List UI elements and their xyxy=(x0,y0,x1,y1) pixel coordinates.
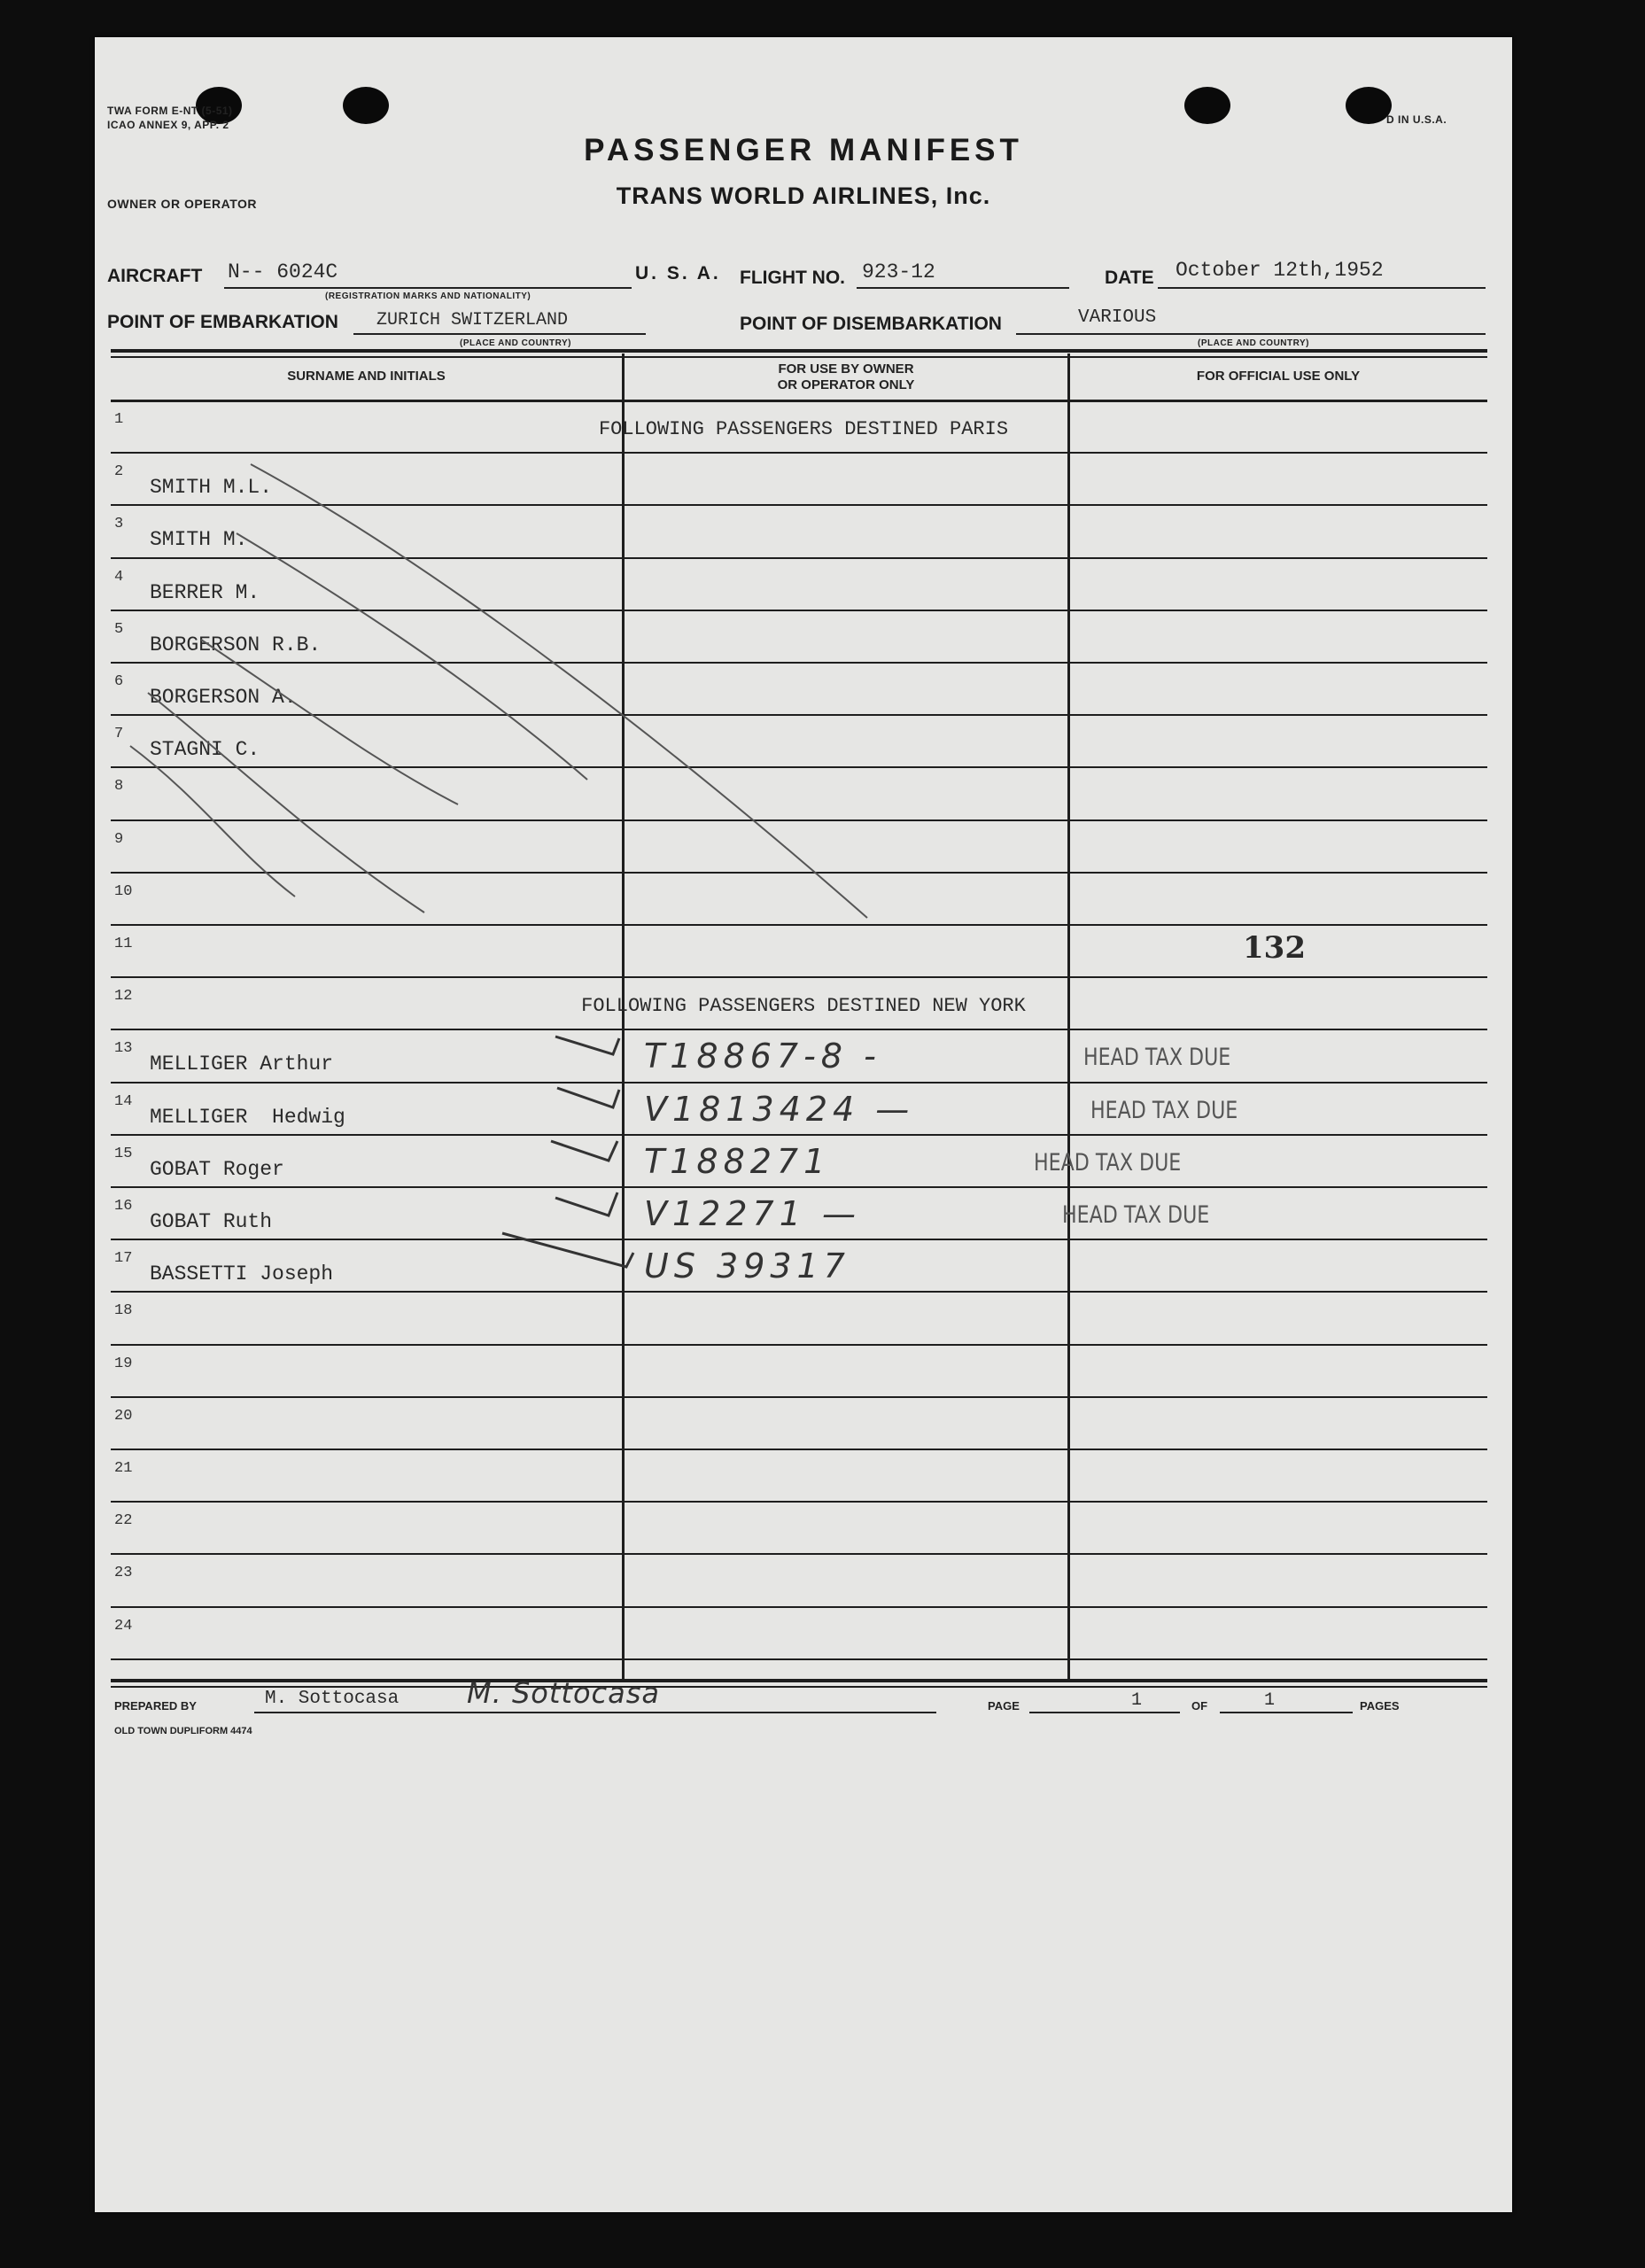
aircraft-label: AIRCRAFT xyxy=(107,266,203,286)
passport-number: V1813424 — xyxy=(644,1089,915,1129)
of-label: OF xyxy=(1191,1699,1208,1713)
row-number: 7 xyxy=(114,726,124,743)
row-number: 14 xyxy=(114,1092,133,1110)
row-rule xyxy=(111,1449,1487,1450)
row-rule xyxy=(111,1658,1487,1660)
passport-number: V12271 — xyxy=(644,1194,861,1233)
prepared-label: PREPARED BY xyxy=(114,1699,197,1713)
row-number: 10 xyxy=(114,882,133,900)
manifest-sheet xyxy=(95,37,1512,2212)
embark-value: ZURICH SWITZERLAND xyxy=(376,310,569,330)
row-rule xyxy=(111,1501,1487,1503)
prepared-value: M. Sottocasa xyxy=(265,1689,400,1709)
col-header-official: FOR OFFICIAL USE ONLY xyxy=(1196,369,1361,384)
passenger-name: SMITH M.L. xyxy=(150,476,273,500)
of-underline xyxy=(1220,1712,1353,1713)
col-header-owner-line1: FOR USE BY OWNER xyxy=(778,361,914,377)
aircraft-value: N-- 6024C xyxy=(228,260,338,284)
passenger-name: MELLIGER Hedwig xyxy=(150,1105,345,1129)
check-marks xyxy=(95,37,1512,1366)
row-number: 11 xyxy=(114,936,133,952)
col-header-owner-line2: OR OPERATOR ONLY xyxy=(777,377,915,392)
head-tax-stamp: HEAD TAX DUE xyxy=(1062,1201,1210,1229)
passenger-name: BORGERSON R.B. xyxy=(150,633,322,656)
passenger-name: GOBAT Ruth xyxy=(150,1210,273,1233)
row-number: 8 xyxy=(114,778,124,796)
row-number: 3 xyxy=(114,516,124,533)
row-number: 20 xyxy=(114,1407,133,1425)
disembark-label: POINT OF DISEMBARKATION xyxy=(740,314,1002,334)
disembark-value: VARIOUS xyxy=(1078,307,1157,328)
page-label: PAGE xyxy=(988,1699,1020,1713)
col-header-surname: SURNAME AND INITIALS xyxy=(287,369,446,384)
row-number: 18 xyxy=(114,1302,133,1320)
row-number: 19 xyxy=(114,1355,133,1372)
of-value: 1 xyxy=(1264,1690,1276,1711)
row-number: 15 xyxy=(114,1145,133,1162)
form-id: TWA FORM E-NT (5-51) xyxy=(107,105,233,117)
row-rule xyxy=(111,1553,1487,1555)
row-rule xyxy=(111,1396,1487,1398)
passenger-name: GOBAT Roger xyxy=(150,1157,284,1181)
passenger-name: BERRER M. xyxy=(150,580,260,604)
flight-label: FLIGHT NO. xyxy=(740,268,845,288)
prepared-underline xyxy=(254,1712,936,1713)
airline-name: TRANS WORLD AIRLINES, Inc. xyxy=(616,183,991,209)
passenger-name: MELLIGER Arthur xyxy=(150,1052,334,1076)
row-number: 6 xyxy=(114,673,124,690)
section-heading: FOLLOWING PASSENGERS DESTINED NEW YORK xyxy=(581,995,1026,1018)
row-number: 9 xyxy=(114,830,124,848)
passenger-name: STAGNI C. xyxy=(150,738,260,762)
row-number: 1 xyxy=(114,411,124,428)
row-number: 21 xyxy=(114,1460,133,1477)
printed-in: D IN U.S.A. xyxy=(1386,113,1447,126)
page-value: 1 xyxy=(1131,1690,1143,1711)
head-tax-stamp: HEAD TAX DUE xyxy=(1034,1148,1182,1177)
row-number: 16 xyxy=(114,1198,133,1215)
signature: M. Sottocasa xyxy=(467,1676,660,1710)
row-number: 22 xyxy=(114,1512,133,1530)
passenger-name: BORGERSON A. xyxy=(150,686,297,709)
nationality: U. S. A. xyxy=(635,263,721,284)
printer-imprint: OLD TOWN DUPLIFORM 4474 xyxy=(114,1726,252,1736)
row-number: 5 xyxy=(114,620,124,638)
row-number: 12 xyxy=(114,988,133,1006)
passport-number: US 39317 xyxy=(644,1247,850,1286)
passport-number: T18867-8 - xyxy=(644,1037,881,1076)
row-number: 17 xyxy=(114,1250,133,1268)
pages-label: PAGES xyxy=(1360,1699,1400,1713)
passport-number: T188271 xyxy=(644,1141,831,1181)
head-tax-stamp: HEAD TAX DUE xyxy=(1090,1096,1238,1124)
passenger-name: SMITH M. xyxy=(150,528,248,552)
page-title: PASSENGER MANIFEST xyxy=(584,133,1023,167)
owner-operator-label: OWNER OR OPERATOR xyxy=(107,197,257,211)
head-tax-stamp: HEAD TAX DUE xyxy=(1083,1044,1231,1072)
official-stamp-number: 132 xyxy=(1243,930,1306,966)
row-number: 23 xyxy=(114,1565,133,1582)
date-value: October 12th,1952 xyxy=(1176,259,1384,282)
table-bottom-rule-2 xyxy=(111,1686,1487,1688)
table-bottom-rule xyxy=(111,1679,1487,1682)
section-heading: FOLLOWING PASSENGERS DESTINED PARIS xyxy=(598,418,1009,440)
row-number: 13 xyxy=(114,1040,133,1058)
row-number: 4 xyxy=(114,568,124,586)
embark-note: (PLACE AND COUNTRY) xyxy=(460,338,571,348)
flight-value: 923-12 xyxy=(862,260,935,284)
aircraft-note: (REGISTRATION MARKS AND NATIONALITY) xyxy=(325,291,532,301)
date-label: DATE xyxy=(1105,268,1154,288)
page-underline xyxy=(1029,1712,1180,1713)
form-annex: ICAO ANNEX 9, APP. 2 xyxy=(107,119,229,131)
disembark-note: (PLACE AND COUNTRY) xyxy=(1198,338,1309,348)
row-rule xyxy=(111,1606,1487,1608)
passenger-name: BASSETTI Joseph xyxy=(150,1262,334,1286)
row-number: 24 xyxy=(114,1617,133,1635)
row-number: 2 xyxy=(114,463,124,481)
embark-label: POINT OF EMBARKATION xyxy=(107,312,338,332)
